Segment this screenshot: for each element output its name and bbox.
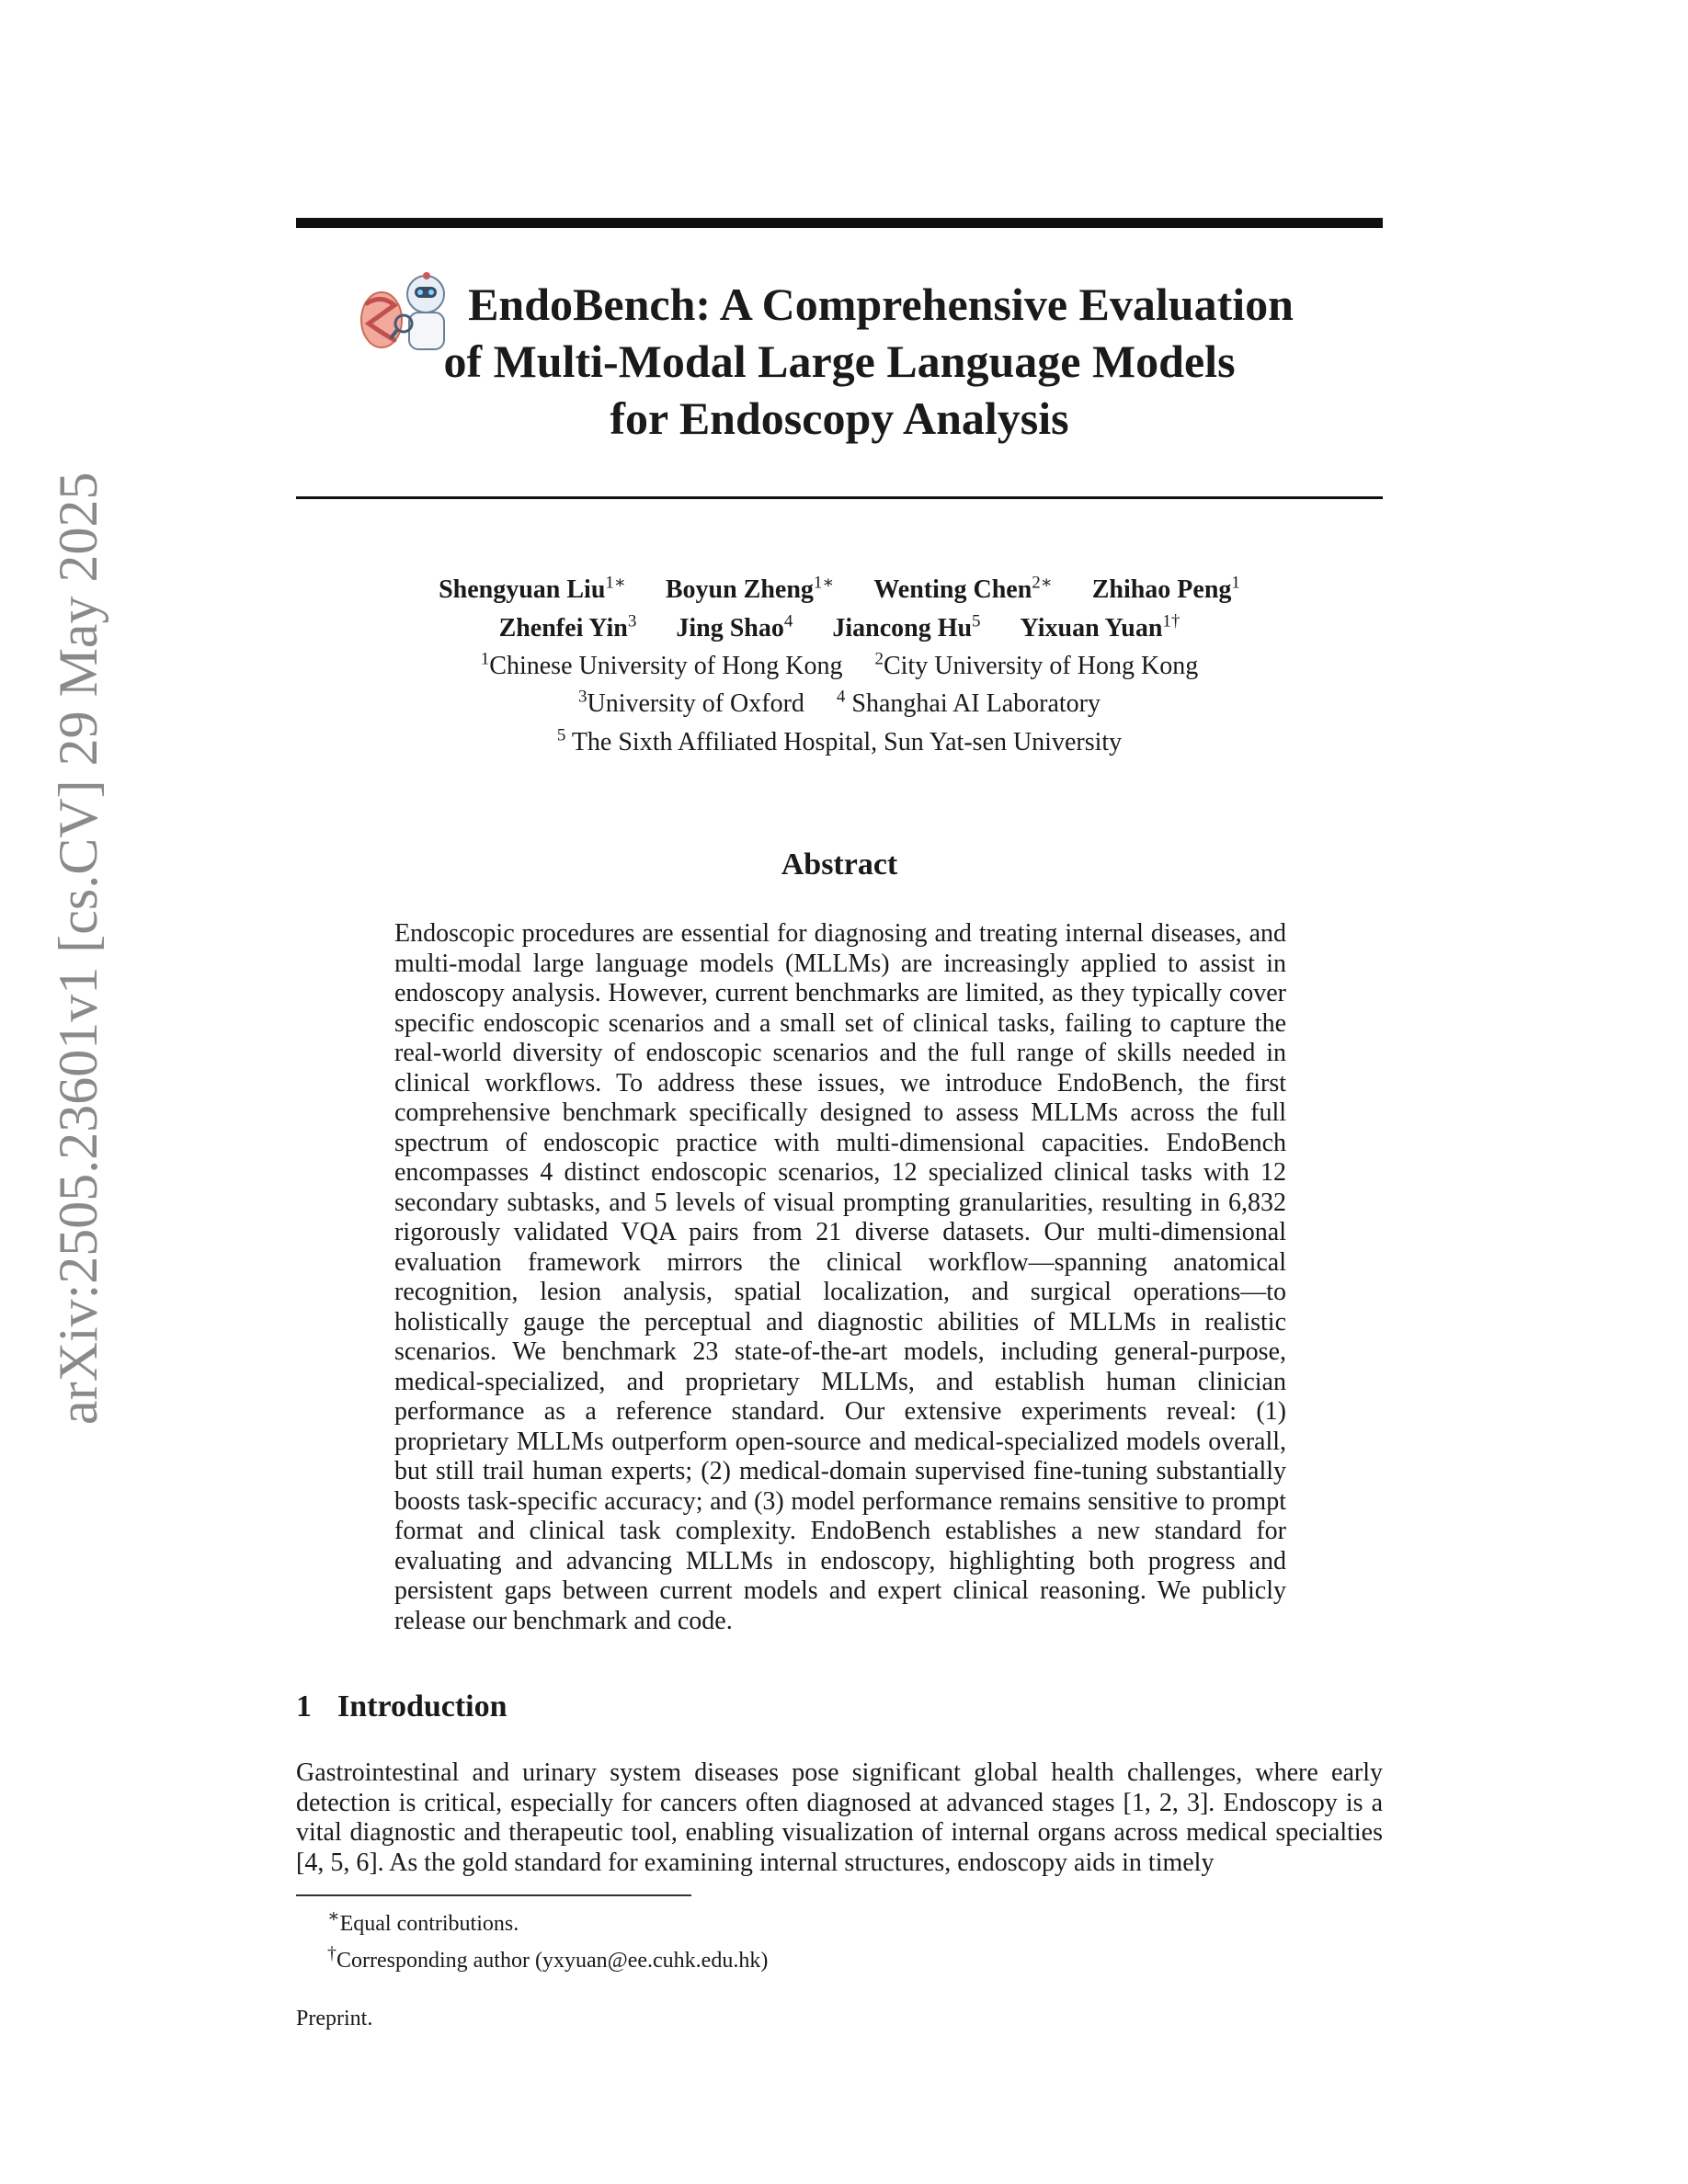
title-bottom-rule	[296, 496, 1383, 499]
arxiv-identifier-stamp: arXiv:2505.23601v1 [cs.CV] 29 May 2025	[48, 472, 108, 1425]
affiliation: $^1$Chinese University of Hong Kong	[480, 649, 843, 680]
title-line: of Multi-Modal Large Language Models	[443, 336, 1236, 387]
author-line	[296, 606, 1383, 643]
preprint-label: Preprint.	[296, 2007, 373, 2030]
author-line	[296, 568, 1383, 606]
section-number: 1	[296, 1689, 312, 1723]
section-heading	[296, 1689, 508, 1724]
author: Zhenfei Yin$^3$	[498, 611, 637, 643]
author: Boyun Zheng$^{1∗}$	[665, 574, 835, 605]
title-line: for Endoscopy Analysis	[610, 392, 1069, 444]
footnote: †Corresponding author (yxyuan@ee.cuhk.edu.hk)	[327, 1943, 769, 1973]
abstract-body: Endoscopic procedures are essential for diagnosing and treating internal diseases, and multi-modal large language models (MLLMs) are increasingly applied to assist in endoscopy analysis. However, current benchmarks are limited, as they typically cover specific endoscopic scenarios and a small set of clinical tasks, failing to capture the real-world diversity of endoscopic scenarios and the full range of skills needed in clinical workflows. To address these issues, we introduce EndoBench, the first comprehensive benchmark specifically designed to assess MLLMs across the full spectrum of endoscopic practice with multi-dimensional capacities. EndoBench encompasses 4 distinct endoscopic scenarios, 12 specialized clinical tasks with 12 secondary subtasks, and 5 levels of visual prompting granularities, resulting in 6,832 rigorously validated VQA pairs from 21 diverse datasets. Our multi-dimensional evaluation framework mirrors the clinical workflow—spanning anatomical recognition, lesion analysis, spatial localization, and surgical operations—to holistically gauge the perceptual and diagnostic abilities of MLLMs in realistic scenarios. We benchmark 23 state-of-the-art models, including general-purpose, medical-specialized, and proprietary MLLMs, and establish human clinician performance as a reference standard. Our extensive experiments reveal: (1) proprietary MLLMs outperform open-source and medical-specialized models overall, but still trail human experts; (2) medical-domain supervised fine-tuning substantially boosts task-specific accuracy; and (3) model performance remains sensitive to prompt format and clinical task complexity. EndoBench establishes a new standard for evaluating and advancing MLLMs in endoscopy, highlighting both progress and persistent gaps between current models and expert clinical reasoning. We publicly release our benchmark and code.	[394, 919, 1286, 1635]
introduction-paragraph: Gastrointestinal and urinary system diseases pose significant global health challenges, where early detection is critical, especially for cancers often diagnosed at advanced stages [1, 2, 3]. Endoscopy is a vital diagnostic and therapeutic tool, enabling visualization of internal organs across medical specialties [4, 5, 6]. As the gold standard for examining internal structures, endoscopy aids in timely	[296, 1758, 1383, 1877]
affiliation: $^3$University of Oxford	[578, 687, 804, 719]
author: Shengyuan Liu$^{1∗}$	[439, 574, 626, 605]
affiliation-line	[296, 682, 1383, 720]
footnotes	[327, 1902, 768, 1975]
abstract-heading: Abstract	[781, 847, 898, 882]
author-block	[296, 568, 1383, 758]
paper-title	[296, 276, 1383, 447]
title-top-rule	[296, 218, 1383, 228]
affiliation-line	[296, 644, 1383, 682]
title-line: EndoBench: A Comprehensive Evaluation	[468, 279, 1294, 330]
affiliation: $^2$City University of Hong Kong	[874, 649, 1199, 680]
affiliation: $^4$ Shanghai AI Laboratory	[836, 687, 1101, 719]
author: Zhihao Peng$^1$	[1091, 574, 1240, 605]
affiliation-line	[296, 720, 1383, 757]
footnote: ∗Equal contributions.	[327, 1906, 519, 1936]
affiliation: $^5$ The Sixth Affiliated Hospital, Sun Yat-sen University	[556, 725, 1123, 756]
author: Jing Shao$^4$	[676, 611, 793, 643]
author: Jiancong Hu$^5$	[832, 611, 981, 643]
author: Wenting Chen$^{2∗}$	[873, 574, 1053, 605]
section-title: Introduction	[337, 1689, 508, 1723]
footnote-rule	[296, 1894, 691, 1896]
author: Yixuan Yuan$^{1\dagger}$	[1020, 611, 1180, 643]
